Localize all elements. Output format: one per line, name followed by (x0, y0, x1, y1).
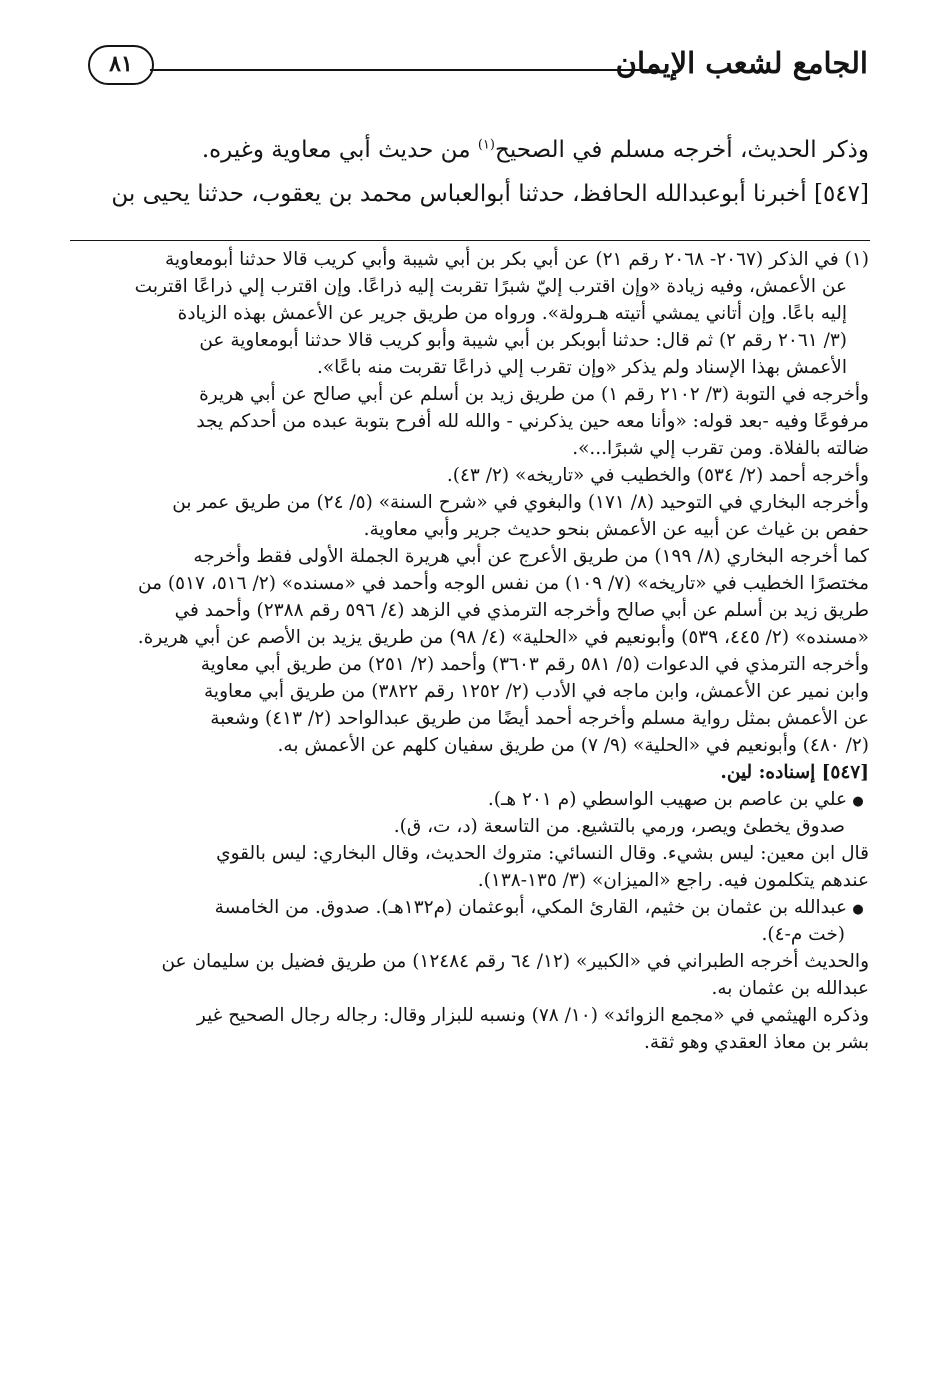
footnote-line: «مسنده» (٢/ ٤٤٥، ٥٣٩) وأبونعيم في «الحلية» (٤/ ٩٨) من طريق يزيد بن الأصم عن أبي هريرة. (137, 627, 869, 648)
footnote-line: وأخرجه في التوبة (٣/ ٢١٠٢ رقم ١) من طريق زيد بن أسلم عن أبي صالح عن أبي هريرة (199, 384, 869, 405)
footnote-line: ضالته بالفلاة. ومن تقرب إلي شبرًا...». (572, 438, 869, 459)
footnote-line: وأخرجه الترمذي في الدعوات (٥/ ٥٨١ رقم ٣٦٠٣) وأحمد (٢/ ٢٥١) من طريق أبي معاوية (200, 654, 869, 675)
main-text-segment: من حديث أبي معاوية وغيره. (201, 137, 478, 163)
footnote-line: والحديث أخرجه الطبراني في «الكبير» (١٢/ ٦٤ رقم ١٢٤٨٤) من طريق فضيل بن سليمان عن (161, 951, 869, 972)
footnote-line: (٣/ ٢٠٦١ رقم ٢) ثم قال: حدثنا أبوبكر بن أبي شيبة وأبو كريب قالا حدثنا أبومعاوية عن (199, 330, 847, 351)
footnote-line: طريق زيد بن أسلم عن أبي صالح وأخرجه الترمذي في الزهد (٤/ ٥٩٦ رقم ٢٣٨٨) وأحمد في (174, 600, 869, 621)
footnote-line: مختصرًا الخطيب في «تاريخه» (٧/ ١٠٩) من نفس الوجه وأحمد في «مسنده» (٢/ ٥١٦، ٥١٧) من (138, 573, 869, 594)
footnote-line: وأخرجه البخاري في التوحيد (٨/ ١٧١) والبغوي في «شرح السنة» (٥/ ٢٤) من طريق عمر بن (172, 492, 869, 513)
footnote-line: حفص بن غياث عن أبيه عن الأعمش بنحو حديث جرير وأبي معاوية. (363, 519, 869, 540)
main-text-segment: وذكر الحديث، أخرجه مسلم في الصحيح (494, 137, 869, 163)
bullet-icon: ● (852, 794, 864, 809)
isnad-grade-heading: [٥٤٧] إسناده: لين. (720, 762, 869, 783)
footnote-line: بشر بن معاذ العقدي وهو ثقة. (643, 1032, 869, 1053)
footnote-line: إليه باعًا. وإن أتاني يمشي أتيته هـرولة». ورواه من طريق جرير عن الأعمش بهذه الزيادة (177, 303, 847, 324)
footnote-line: (١) في الذكر (٢٠٦٧- ٢٠٦٨ رقم ٢١) عن أبي بكر بن أبي شيبة وأبي كريب قالا حدثنا أبومعاوية (164, 249, 869, 270)
bullet-icon: ● (852, 902, 864, 917)
footnote-line: الأعمش بهذا الإسناد ولم يذكر «وإن تقرب إلي ذراعًا تقربت منه باعًا». (316, 357, 847, 378)
footnotes (69, 246, 869, 1056)
narrator-grade: صدوق يخطئ ويصر، ورمي بالتشيع. من التاسعة (د، ت، ق). (393, 816, 845, 837)
book-title: الجامع لشعب الإيمان (615, 46, 868, 80)
narrator-entry (69, 894, 869, 921)
footnote-line: (٢/ ٤٨٠) وأبونعيم في «الحلية» (٩/ ٧) من طريق سفيان كلهم عن الأعمش به. (277, 735, 869, 756)
footnote-line: وأخرجه أحمد (٢/ ٥٣٤) والخطيب في «تاريخه» (٢/ ٤٣). (446, 465, 869, 486)
footnote-marker: (١) (477, 137, 495, 153)
footnote-separator (70, 240, 870, 241)
narrator-name: علي بن عاصم بن صهيب الواسطي (م ٢٠١ هـ). (487, 789, 847, 810)
footnote-line: كما أخرجه البخاري (٨/ ١٩٩) من طريق الأعرج عن أبي هريرة الجملة الأولى فقط وأخرجه (193, 546, 869, 567)
footnote-line: وابن نمير عن الأعمش، وابن ماجه في الأدب (٢/ ١٢٥٢ رقم ٣٨٢٢) من طريق أبي معاوية (204, 681, 869, 702)
hadith-isnad-line: [٥٤٧] أخبرنا أبوعبدالله الحافظ، حدثنا أبوالعباس محمد بن يعقوب، حدثنا يحيى بن (111, 181, 869, 207)
main-text (69, 128, 869, 216)
footnote-line: عن الأعمش بمثل رواية مسلم وأخرجه أحمد أيضًا من طريق عبدالواحد (٢/ ٤١٣) وشعبة (210, 708, 869, 729)
footnote-line: وذكره الهيثمي في «مجمع الزوائد» (١٠/ ٧٨) ونسبه للبزار وقال: رجاله رجال الصحيح غير (196, 1005, 869, 1026)
narrator-entry (69, 786, 869, 813)
footnote-line: مرفوعًا وفيه -بعد قوله: «وأنا معه حين يذكرني - والله لله أفرح بتوبة عبده من أحدكم يجد (196, 411, 869, 432)
main-text-line (69, 128, 869, 172)
running-header (88, 42, 868, 92)
footnote-line: عبدالله بن عثمان به. (711, 978, 869, 999)
header-rule (150, 69, 658, 71)
narrator-grade: (خت م-٤). (761, 924, 845, 945)
narrator-note-line: عندهم يتكلمون فيه. راجع «الميزان» (٣/ ١٣٥-١٣٨). (477, 870, 869, 891)
page-number: ٨١ (88, 45, 154, 85)
narrator-note-line: قال ابن معين: ليس بشيء. وقال النسائي: متروك الحديث، وقال البخاري: ليس بالقوي (216, 843, 869, 864)
narrator-name: عبدالله بن عثمان بن خثيم، القارئ المكي، أبوعثمان (م١٣٢هـ). صدوق. من الخامسة (214, 897, 847, 918)
footnote-line: عن الأعمش، وفيه زيادة «وإن اقترب إليّ شبرًا تقربت إليه ذراعًا. وإن اقترب إلي ذراعًا اقتربت (134, 276, 847, 297)
